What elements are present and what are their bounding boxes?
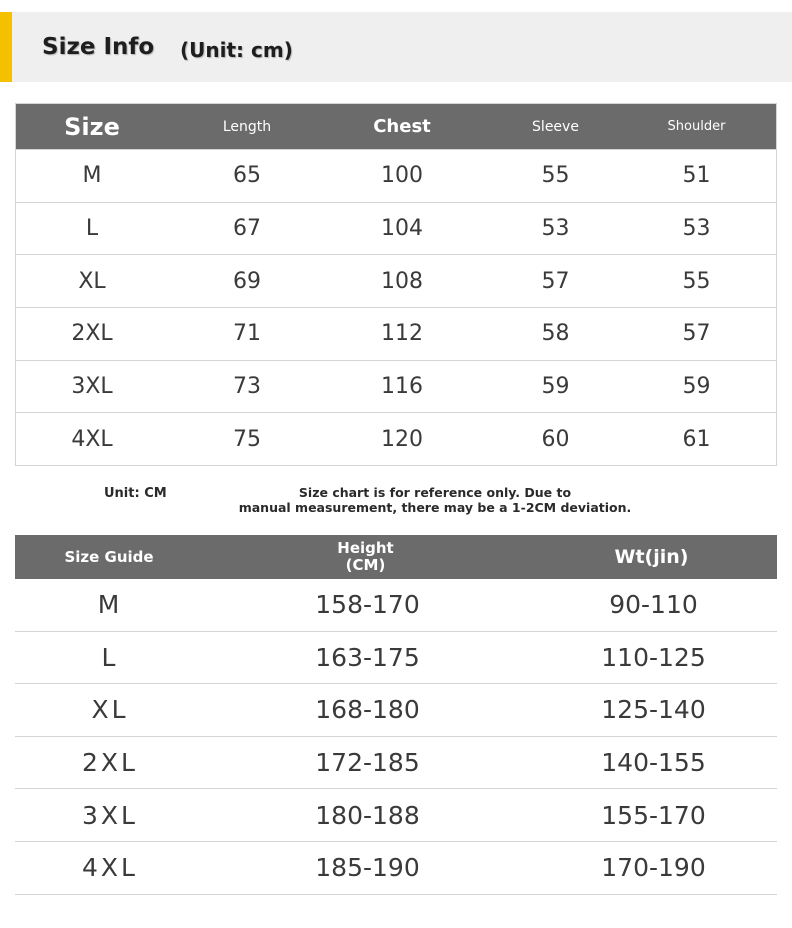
table-row [15,842,777,895]
length-cell: 69 [233,268,261,294]
size-cell: M [97,590,123,620]
size-cell: L [85,216,99,242]
weight-cell: 155-170 [601,800,706,830]
length-cell: 67 [233,216,261,242]
size-measurement-table [15,103,777,466]
unit-note: Unit: CM [104,486,167,501]
column-header-size: Size [64,112,120,141]
size-cell: 4XL [82,853,138,883]
height-cell: 172-185 [315,748,420,778]
shoulder-cell: 59 [682,374,711,400]
shoulder-cell: 51 [682,163,711,189]
height-cell: 158-170 [315,590,420,620]
table-row [16,149,776,202]
height-cell: 168-180 [315,695,420,725]
chest-cell: 104 [381,216,423,242]
height-label: Height [337,539,394,557]
table-header-row [15,535,777,579]
weight-cell: 110-125 [601,642,706,672]
chest-cell: 116 [381,374,423,400]
column-header-weight: Wt(jin) [614,546,689,568]
weight-cell: 125-140 [601,695,706,725]
chest-cell: 112 [381,321,423,347]
table-row [15,737,777,790]
height-unit-label: (CM) [345,556,386,574]
column-header-chest: Chest [373,116,431,137]
chest-cell: 120 [381,426,423,452]
page-title: Size Info [42,34,155,60]
size-cell: 3XL [71,374,113,400]
size-cell: 2XL [82,748,138,778]
length-cell: 73 [233,374,261,400]
size-cell: XL [91,695,129,725]
sleeve-cell: 60 [541,426,570,452]
header-banner [0,12,792,82]
shoulder-cell: 61 [682,426,711,452]
sleeve-cell: 59 [541,374,570,400]
shoulder-cell: 53 [682,216,711,242]
size-cell: 4XL [71,426,113,452]
table-row [15,632,777,685]
chest-cell: 100 [381,163,423,189]
sleeve-cell: 57 [541,268,570,294]
weight-cell: 90-110 [609,590,698,620]
table-row [15,579,777,632]
height-cell: 185-190 [315,853,420,883]
column-header-sleeve: Sleeve [532,118,579,135]
shoulder-cell: 55 [682,268,711,294]
size-cell: 2XL [71,321,113,347]
sleeve-cell: 58 [541,321,570,347]
size-guide-table [15,535,777,895]
length-cell: 71 [233,321,261,347]
table-header-row [16,104,776,149]
shoulder-cell: 57 [682,321,711,347]
column-header-height [203,540,528,574]
sleeve-cell: 55 [541,163,570,189]
table-row [15,789,777,842]
table-row [15,684,777,737]
height-cell: 163-175 [315,642,420,672]
length-cell: 65 [233,163,261,189]
sleeve-cell: 53 [541,216,570,242]
size-cell: XL [78,268,106,294]
table-row [16,360,776,413]
height-cell: 180-188 [315,800,420,830]
column-header-size-guide: Size Guide [64,548,154,566]
weight-cell: 170-190 [601,853,706,883]
size-cell: M [82,163,102,189]
table-row [16,254,776,307]
table-row [16,202,776,255]
accent-bar [0,12,12,82]
column-header-length: Length [222,118,272,135]
reference-note [230,485,640,515]
table-row [16,307,776,360]
reference-note-line-1: Size chart is for reference only. Due to [298,485,572,500]
weight-cell: 140-155 [601,748,706,778]
size-cell: L [101,642,119,672]
unit-label: (Unit: cm) [180,38,293,62]
length-cell: 75 [233,426,261,452]
chest-cell: 108 [381,268,423,294]
reference-note-line-2: manual measurement, there may be a 1-2CM deviation. [238,500,632,515]
table-row [16,412,776,465]
size-cell: 3XL [82,800,138,830]
column-header-shoulder: Shoulder [667,119,726,134]
